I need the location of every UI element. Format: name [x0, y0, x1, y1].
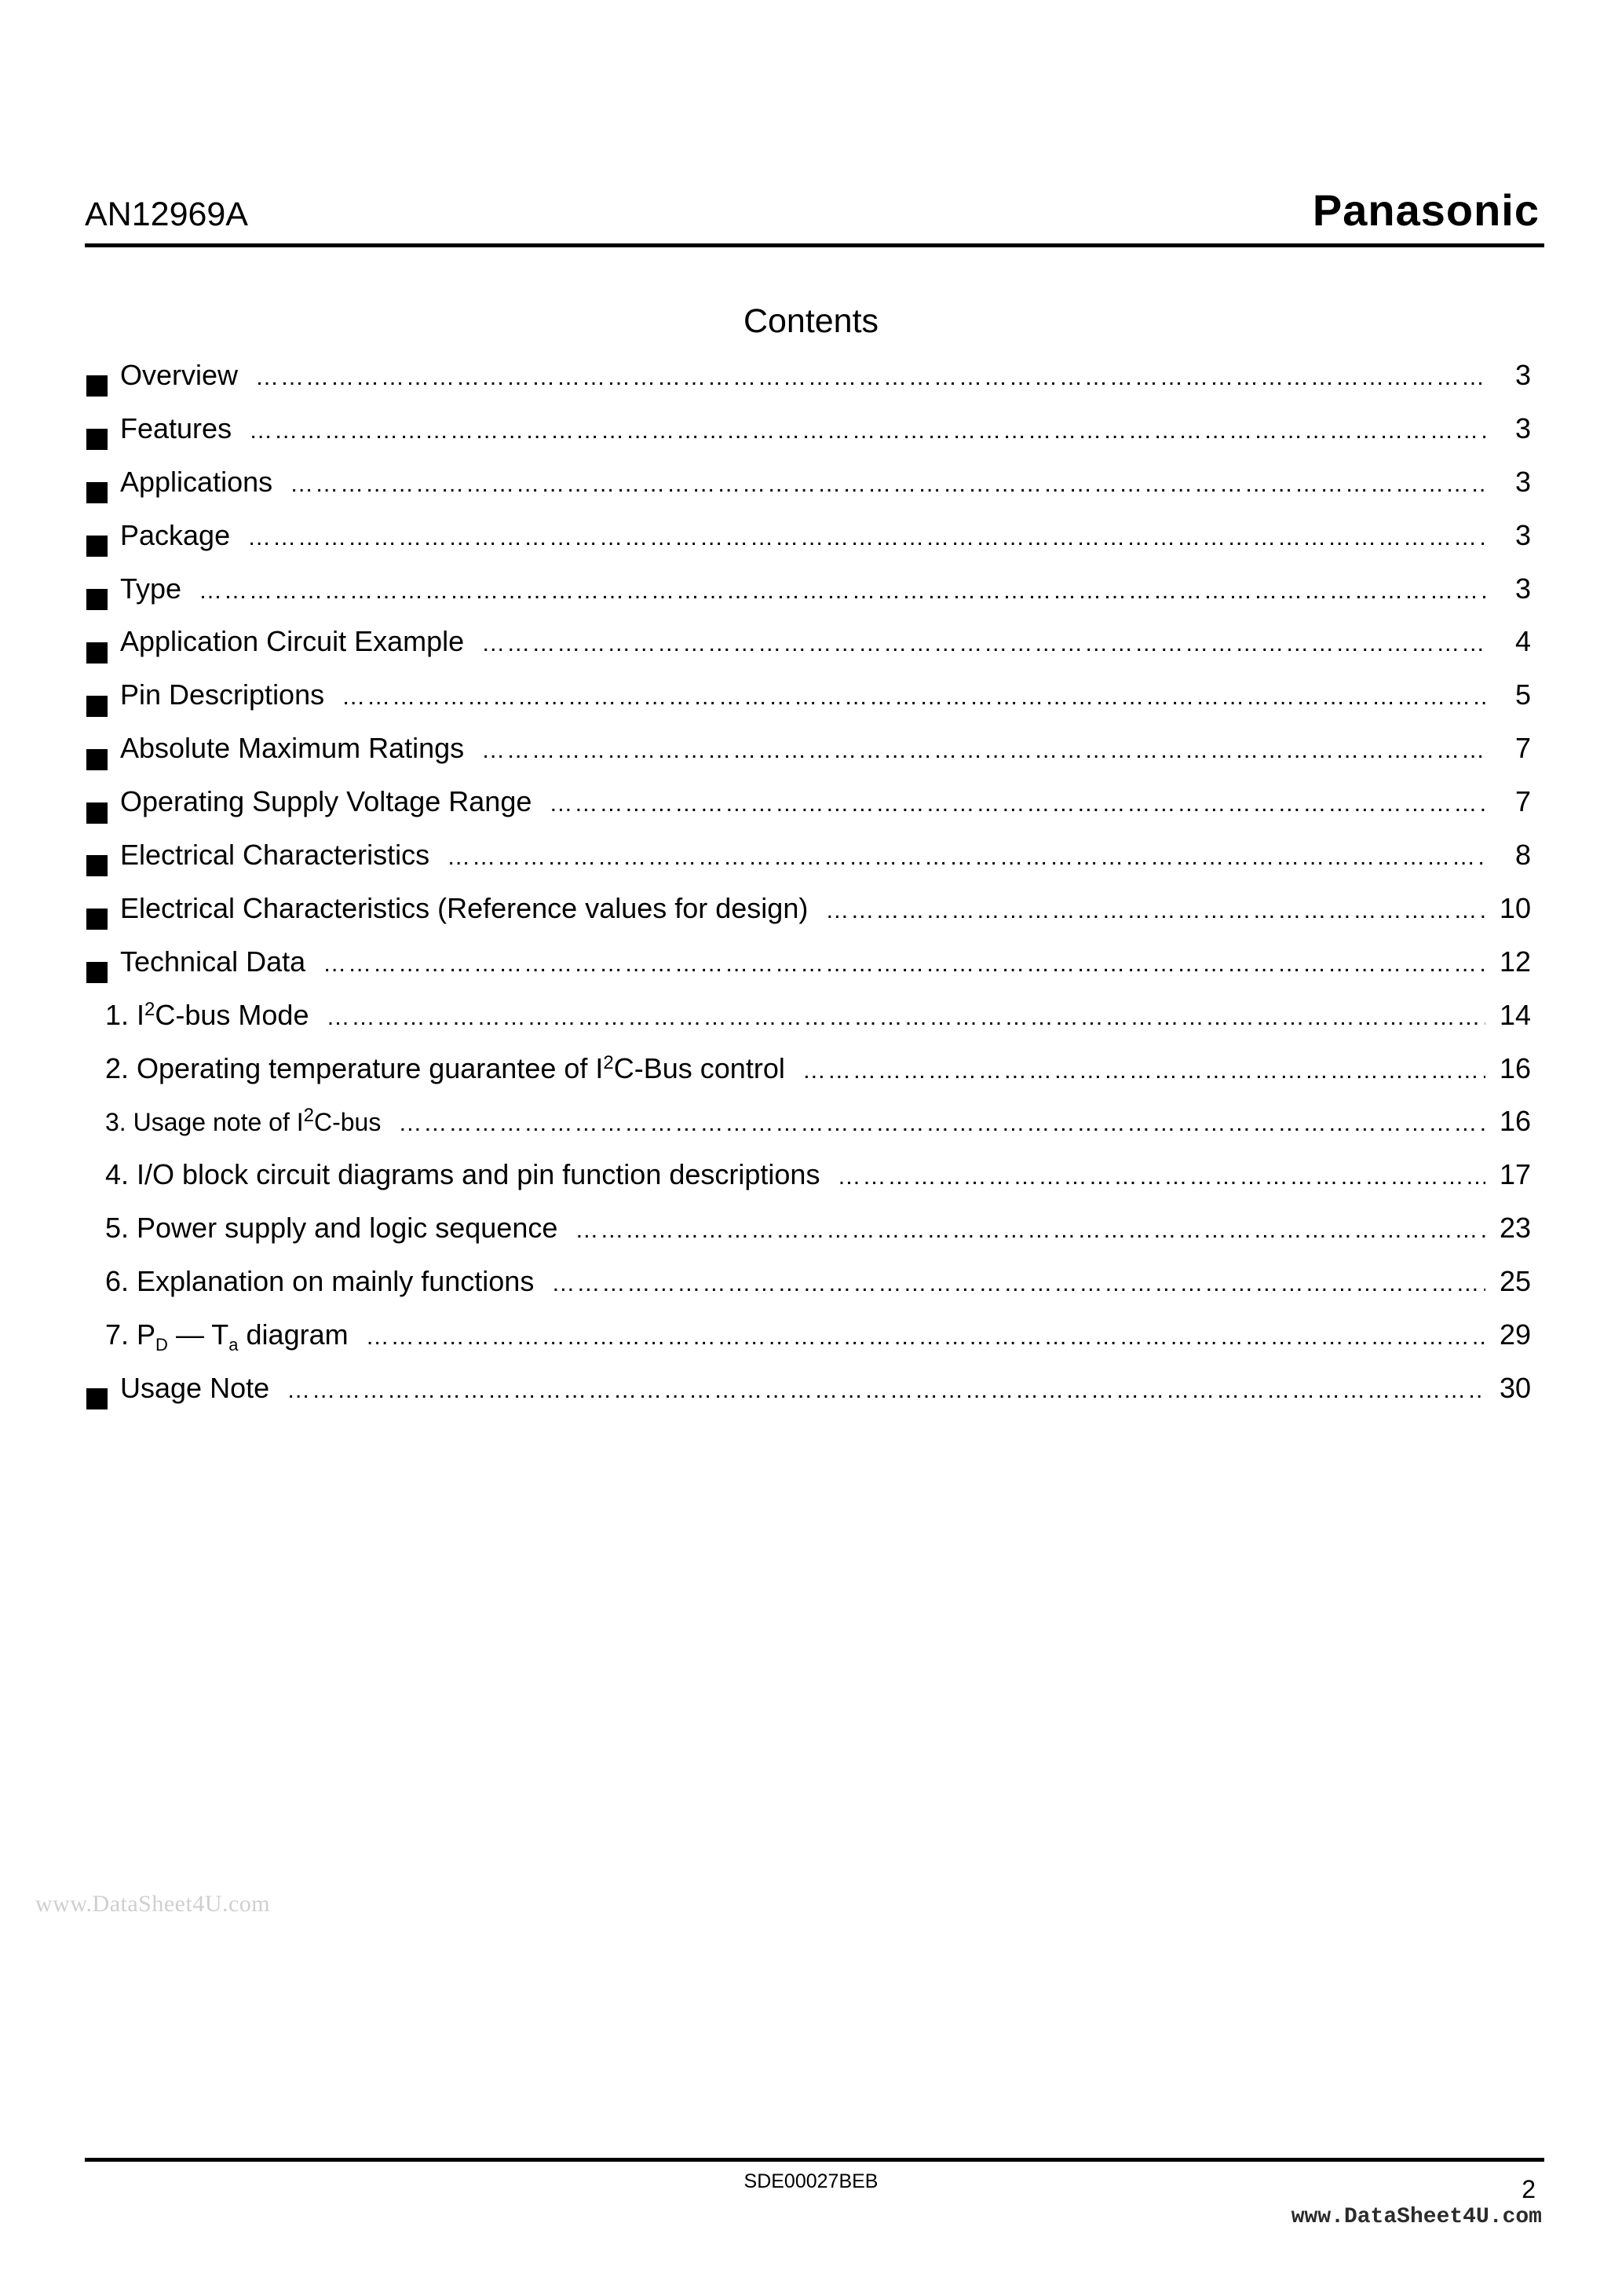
toc-page-number: 3	[1514, 572, 1531, 605]
toc-page-number: 30	[1499, 1371, 1531, 1404]
toc-page-number: 4	[1514, 625, 1531, 658]
square-bullet-icon	[86, 589, 108, 610]
toc-entry-electrical-characteristics-reference[interactable]	[86, 891, 1531, 948]
dot-leader	[825, 899, 1485, 923]
toc-label: 2. Operating temperature guarantee of $I^2C$-Bus control	[105, 1051, 785, 1084]
toc-page-number: 8	[1514, 839, 1531, 872]
toc-entry-electrical-characteristics[interactable]	[86, 841, 1531, 894]
dot-leader	[290, 473, 1485, 496]
page-number: 2	[1522, 2175, 1536, 2203]
toc-label: 4. I/O block circuit diagrams and pin function descriptions	[105, 1158, 820, 1191]
toc-page-number: 29	[1499, 1318, 1531, 1351]
dot-leader	[575, 1219, 1485, 1242]
toc-entry-power-supply-logic-sequence[interactable]	[86, 1214, 1531, 1267]
square-bullet-icon	[86, 803, 108, 824]
toc-label: Electrical Characteristics	[120, 839, 430, 872]
toc-label: 1. $I^2C$-bus Mode	[105, 998, 309, 1031]
toc-page-number: 3	[1514, 465, 1531, 498]
toc-entry-overview[interactable]	[86, 361, 1531, 415]
dot-leader	[323, 952, 1485, 976]
dot-leader	[199, 579, 1485, 603]
dot-leader	[802, 1059, 1485, 1083]
toc-label: Features	[120, 411, 232, 444]
toc-page-number: 3	[1514, 411, 1531, 444]
toc-entry-operating-supply-voltage-range[interactable]	[86, 785, 1531, 841]
dot-leader	[481, 632, 1485, 656]
toc-label: Technical Data	[120, 945, 306, 978]
toc-entry-pin-descriptions[interactable]	[86, 678, 1531, 734]
toc-page-number: 12	[1499, 945, 1531, 978]
toc-entry-type[interactable]	[86, 572, 1531, 628]
square-bullet-icon	[86, 696, 108, 717]
square-bullet-icon	[86, 962, 108, 983]
toc-label: Usage Note	[120, 1371, 270, 1404]
square-bullet-icon	[86, 1388, 108, 1409]
toc-label: Pin Descriptions	[120, 678, 325, 711]
dot-leader	[837, 1165, 1485, 1189]
contents-title: Contents	[743, 302, 879, 340]
square-bullet-icon	[86, 375, 108, 397]
dot-leader	[549, 792, 1485, 816]
dot-leader	[342, 686, 1485, 709]
toc-page-number: 17	[1499, 1158, 1531, 1191]
toc-label: 5. Power supply and logic sequence	[105, 1212, 558, 1245]
toc-label: Operating Supply Voltage Range	[120, 785, 532, 818]
toc-entry-i2c-bus-mode[interactable]	[86, 998, 1531, 1055]
table-of-contents	[86, 361, 1531, 1428]
toc-entry-io-block-circuit-diagrams[interactable]	[86, 1158, 1531, 1214]
toc-page-number: 3	[1514, 518, 1531, 551]
toc-entry-explanation-functions[interactable]	[86, 1267, 1531, 1321]
toc-page-number: 14	[1499, 998, 1531, 1031]
toc-label: Applications	[120, 465, 273, 498]
toc-label: Type	[120, 572, 182, 605]
toc-entry-usage-note-i2c[interactable]	[86, 1107, 1531, 1161]
toc-label: Electrical Characteristics (Reference values for design)	[120, 891, 809, 924]
toc-label: Package	[120, 518, 231, 551]
watermark-right[interactable]: www.DataSheet4U.com	[1291, 2205, 1542, 2229]
toc-entry-technical-data[interactable]	[86, 945, 1531, 1001]
toc-page-number: 16	[1499, 1105, 1531, 1138]
square-bullet-icon	[86, 482, 108, 503]
toc-label: 3. Usage note of $I^2C$-bus	[105, 1105, 382, 1137]
square-bullet-icon	[86, 909, 108, 930]
toc-page-number: 10	[1499, 891, 1531, 924]
dot-leader	[398, 1112, 1485, 1135]
dot-leader	[287, 1379, 1485, 1402]
toc-entry-applications[interactable]	[86, 465, 1531, 521]
square-bullet-icon	[86, 536, 108, 557]
footer-rule	[85, 2158, 1544, 2162]
toc-entry-application-circuit-example[interactable]	[86, 627, 1531, 681]
toc-label: 7. $P_D$ — $T_a$ diagram	[105, 1318, 349, 1355]
toc-page-number: 16	[1499, 1051, 1531, 1084]
toc-entry-pd-ta-diagram[interactable]	[86, 1318, 1531, 1374]
dot-leader	[481, 739, 1485, 762]
dot-leader	[247, 526, 1485, 550]
dot-leader	[366, 1325, 1485, 1349]
header-rule	[85, 243, 1544, 247]
watermark-left: www.DataSheet4U.com	[35, 1891, 271, 1917]
toc-label: Application Circuit Example	[120, 625, 465, 658]
toc-page-number: 7	[1514, 785, 1531, 818]
toc-entry-features[interactable]	[86, 411, 1531, 468]
toc-entry-package[interactable]	[86, 518, 1531, 575]
dot-leader	[249, 419, 1485, 443]
brand-logo: Panasonic	[1312, 185, 1540, 235]
toc-page-number: 3	[1514, 359, 1531, 391]
square-bullet-icon	[86, 749, 108, 770]
square-bullet-icon	[86, 429, 108, 450]
toc-page-number: 23	[1499, 1212, 1531, 1245]
dot-leader	[255, 366, 1485, 389]
toc-entry-absolute-maximum-ratings[interactable]	[86, 734, 1531, 788]
toc-entry-operating-temperature-guarantee[interactable]	[86, 1051, 1531, 1108]
square-bullet-icon	[86, 855, 108, 876]
toc-page-number: 5	[1514, 678, 1531, 711]
dot-leader	[326, 1006, 1485, 1029]
document-code: SDE00027BEB	[743, 2170, 879, 2192]
dot-leader	[447, 846, 1485, 869]
toc-label: Overview	[120, 359, 239, 391]
part-number: AN12969A	[85, 196, 248, 233]
toc-page-number: 25	[1499, 1265, 1531, 1298]
toc-label: 6. Explanation on mainly functions	[105, 1265, 535, 1298]
dot-leader	[551, 1272, 1485, 1296]
toc-page-number: 7	[1514, 732, 1531, 765]
square-bullet-icon	[86, 642, 108, 664]
toc-entry-usage-note[interactable]	[86, 1371, 1531, 1428]
toc-label: Absolute Maximum Ratings	[120, 732, 465, 765]
